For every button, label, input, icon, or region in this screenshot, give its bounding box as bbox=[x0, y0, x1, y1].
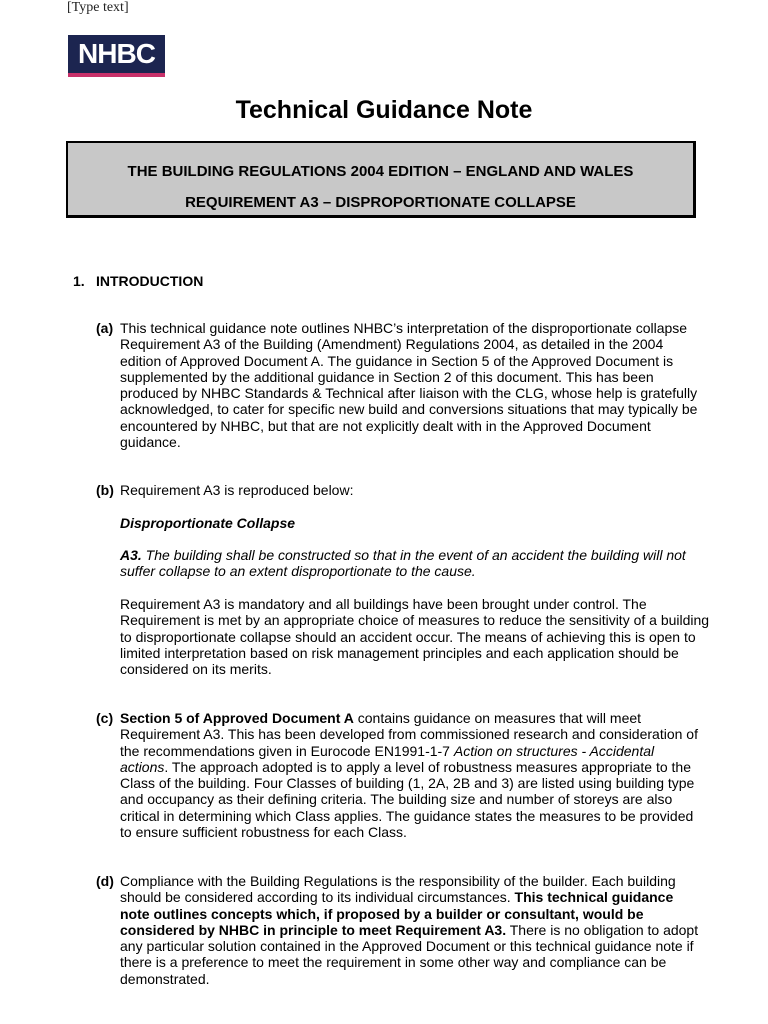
paragraph-text: This technical guidance note outlines NHBC’s interpretation of the disproportionate collapse Requirement A3 of the Building (Amendment) Regulations 2004, as detailed in the 2004 edition of Approved Document A. The guidance in Section 5 of the Approved Document is supplemented by the additional guidance in Section 2 of this document. This has been produced by NHBC Standards & Technical after liaison with the CLG, whose help is gratefully acknowledged, to cater for specific new build and conversions situations that may typically be encountered by NHBC, but that are not explicitly dealt with in the Approved Document guidance. bbox=[120, 320, 698, 451]
italic-reference: Action on structures - Accidental actions bbox=[120, 742, 655, 775]
paragraph-text: Requirement A3 is reproduced below: bbox=[120, 482, 354, 498]
section-heading bbox=[73, 273, 203, 289]
bold-statement: This technical guidance note outlines concepts which, if proposed by a builder or consultant, would be considered by NHBC in principle to meet Requirement A3. bbox=[120, 889, 674, 938]
paragraph-c bbox=[96, 710, 706, 840]
text-run: contains guidance on measures that will meet Requirement A3. This has been developed from commissioned research and consideration of the recommendations given in Eurocode EN1991-1-7 bbox=[120, 710, 698, 759]
requirement-explanation: Requirement A3 is mandatory and all buildings have been brought under control. The Requirement is met by an appropriate choice of measures to reduce the sensitivity of a building to disproportionate collapse should an accident occur. The means of achieving this is open to limited interpretation based on risk management principles and each application should be considered on its merits. bbox=[120, 596, 710, 678]
paragraph-label: (c) bbox=[96, 710, 114, 726]
banner-line-1: THE BUILDING REGULATIONS 2004 EDITION – ENGLAND AND WALES bbox=[127, 163, 634, 180]
paragraph-text bbox=[120, 710, 706, 840]
paragraph-label: (a) bbox=[96, 320, 114, 336]
section-title: INTRODUCTION bbox=[96, 273, 204, 289]
banner-line-2: REQUIREMENT A3 – DISPROPORTIONATE COLLAPSE bbox=[185, 194, 576, 211]
section-number: 1. bbox=[73, 273, 85, 289]
bold-reference: Section 5 of Approved Document A bbox=[120, 710, 354, 726]
document-title: Technical Guidance Note bbox=[235, 96, 533, 124]
logo-text: NHBC bbox=[78, 38, 155, 69]
text-run: Compliance with the Building Regulations is the responsibility of the builder. Each building should be considered according to its individual circumstances. bbox=[120, 873, 676, 906]
requirement-text: The building shall be constructed so that in the event of an accident the building will not suffer collapse to an extent disproportionate to the cause. bbox=[120, 547, 686, 580]
text-run: . The approach adopted is to apply a level of robustness measures appropriate to the Class of the building. Four Classes of building (1, 2A, 2B and 3) are listed using building type and occupancy as their defining criteria. The building size and number of storeys are also critical in determining which Class applies. The guidance states the measures to be provided to ensure sufficient robustness for each Class. bbox=[120, 758, 695, 841]
paragraph-a bbox=[96, 320, 706, 450]
text-run: There is no obligation to adopt any particular solution contained in the Approved Document or this technical guidance note if there is a preference to meet the requirement in some other way and compliance can be demonstrated. bbox=[120, 921, 699, 987]
paragraph-label: (d) bbox=[96, 873, 114, 889]
nhbc-logo bbox=[68, 35, 165, 77]
requirement-quote bbox=[120, 547, 710, 580]
requirement-number: A3. bbox=[120, 547, 142, 563]
paragraph-label: (b) bbox=[96, 482, 114, 498]
paragraph-d bbox=[96, 873, 706, 987]
regulation-banner bbox=[66, 141, 696, 218]
requirement-heading: Disproportionate Collapse bbox=[120, 515, 296, 531]
page-header-text: [Type text] bbox=[67, 0, 129, 15]
paragraph-text bbox=[120, 873, 706, 987]
paragraph-b bbox=[96, 482, 706, 498]
